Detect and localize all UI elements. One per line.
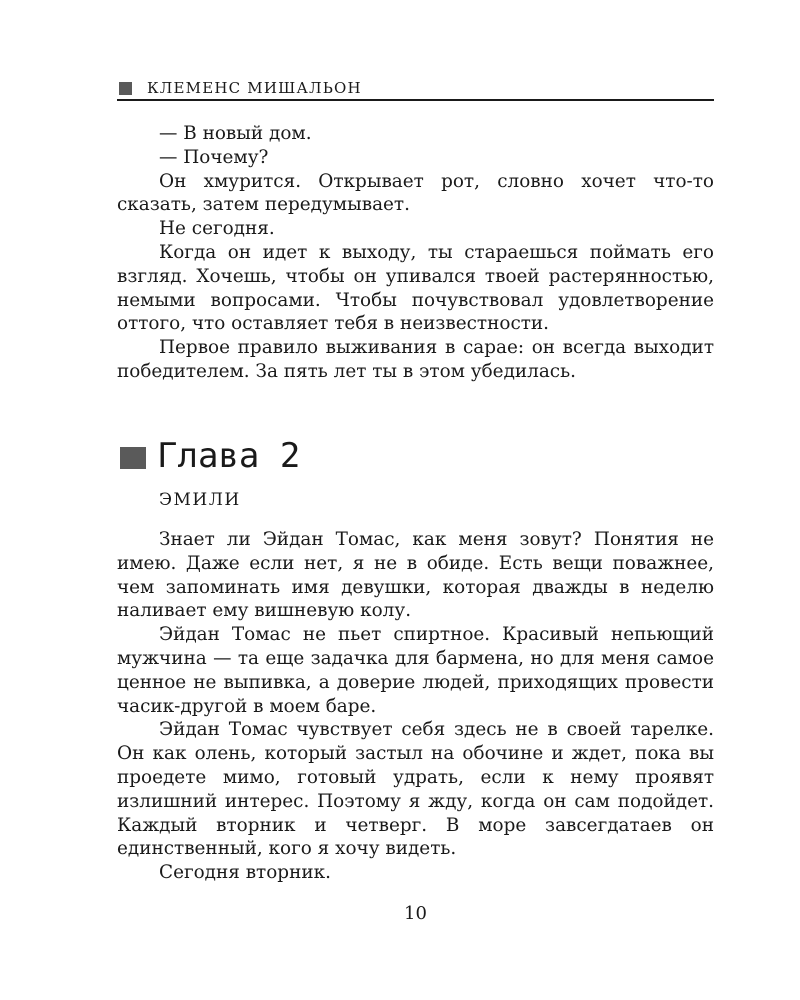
- paragraph: Не сегодня.: [159, 218, 275, 240]
- page-number: 10: [404, 903, 427, 924]
- paragraph: Знает ли Эйдан Томас, как меня зовут? Понятия не имею. Даже если нет, я не в обиде. Есть вещи поважнее, чем запоминать имя девушки, которая дважды в неделю наливает ему вишневую колу.: [117, 529, 714, 622]
- chapter-square-mark: [120, 447, 146, 469]
- paragraph: Эйдан Томас не пьет спиртное. Красивый непьющий мужчина — та еще задачка для бармена, но для меня самое ценное не выпивка, а доверие людей, приходящих провести часик-другой в моем баре.: [117, 624, 714, 717]
- text-section-2: [117, 528, 714, 885]
- book-page: [117, 0, 714, 1000]
- paragraph: Сегодня вторник.: [159, 862, 331, 884]
- paragraph: — В новый дом.: [159, 123, 312, 144]
- paragraph: Когда он идет к выходу, ты стараешься поймать его взгляд. Хочешь, чтобы он упивался твоей растерянностью, немыми вопросами. Чтобы почувствовал удовлетворение оттого, что оставляет тебя в неизвестности.: [117, 241, 714, 335]
- chapter-title: Глава 2: [157, 436, 301, 476]
- text-section-1: [117, 122, 714, 384]
- paragraph: Он хмурится. Открывает рот, словно хочет что-то сказать, затем передумывает.: [117, 170, 714, 216]
- chapter-heading: [117, 432, 714, 480]
- paragraph: — Почему?: [159, 146, 269, 168]
- paragraph: Первое правило выживания в сарае: он всегда выходит победителем. За пять лет ты в этом убедилась.: [117, 337, 714, 382]
- running-header: [117, 79, 714, 101]
- chapter-narrator: ЭМИЛИ: [159, 490, 241, 510]
- header-square-mark: [119, 82, 132, 95]
- author-name: КЛЕМЕНС МИШАЛЬОН: [147, 79, 362, 97]
- paragraph: Эйдан Томас чувствует себя здесь не в своей тарелке. Он как олень, который застыл на обочине и ждет, пока вы проедете мимо, готовый удрать, если к нему проявят излишний интерес. Поэтому я жду, когда он сам подойдет. Каждый вторник и четверг. В море завсегдатаев он единственный, кого я хочу видеть.: [117, 719, 714, 860]
